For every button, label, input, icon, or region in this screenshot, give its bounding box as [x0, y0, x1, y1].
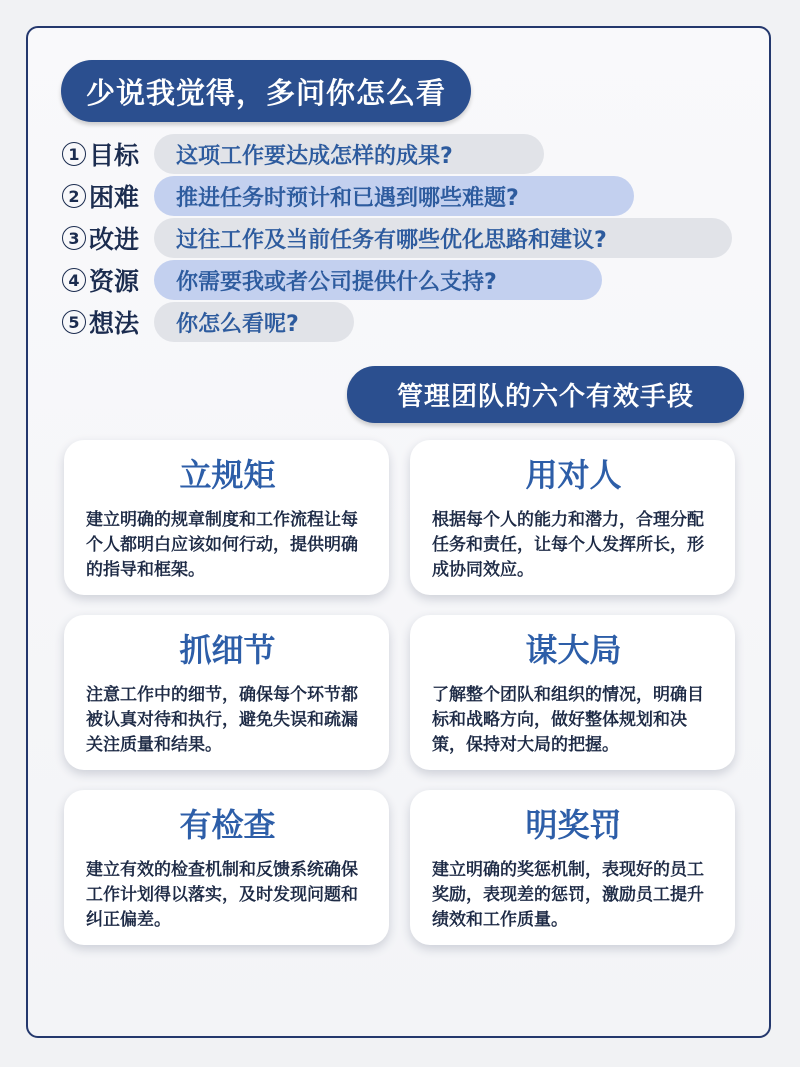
card-title: 明奖罚 — [525, 806, 622, 844]
question-label-text: 想法 — [89, 309, 140, 338]
question-bubble: 这项工作要达成怎样的成果? — [154, 134, 544, 174]
card-body: 根据每个人的能力和潜力，合理分配任务和责任，让每个人发挥所长，形成协同效应。 — [432, 510, 704, 580]
card-body: 建立明确的奖惩机制，表现好的员工奖励，表现差的惩罚，激励员工提升绩效和工作质量。 — [432, 860, 704, 930]
page-title: 少说我觉得，多问你怎么看 — [61, 60, 471, 122]
question-bubble: 过往工作及当前任务有哪些优化思路和建议? — [154, 218, 732, 258]
circled-number: 5 — [62, 310, 86, 334]
question-label — [62, 178, 152, 214]
card-title: 有检查 — [179, 806, 276, 844]
card-body: 了解整个团队和组织的情况，明确目标和战略方向，做好整体规划和决策，保持对大局的把握。 — [432, 685, 704, 755]
circled-number: 4 — [62, 268, 86, 292]
card-title: 抓细节 — [179, 631, 276, 669]
question-row-goal — [62, 134, 544, 174]
circled-number: 2 — [62, 184, 86, 208]
question-bubble: 推进任务时预计和已遇到哪些难题? — [154, 176, 634, 216]
question-label — [62, 262, 152, 298]
question-label — [62, 136, 152, 172]
question-label-text: 资源 — [89, 267, 140, 296]
question-row-difficulty — [62, 176, 634, 216]
question-label — [62, 220, 152, 256]
question-label-text: 困难 — [89, 183, 140, 212]
question-bubble: 你需要我或者公司提供什么支持? — [154, 260, 602, 300]
card-rules — [64, 440, 389, 595]
card-title: 谋大局 — [525, 631, 622, 669]
card-body: 建立有效的检查机制和反馈系统确保工作计划得以落实，及时发现问题和纠正偏差。 — [86, 860, 358, 930]
question-row-improve — [62, 218, 732, 258]
question-row-idea — [62, 302, 354, 342]
question-label-text: 改进 — [89, 225, 140, 254]
card-big-picture — [410, 615, 735, 770]
question-row-resource — [62, 260, 602, 300]
question-bubble: 你怎么看呢? — [154, 302, 354, 342]
question-label-text: 目标 — [89, 141, 140, 170]
card-body: 注意工作中的细节，确保每个环节都被认真对待和执行，避免失误和疏漏关注质量和结果。 — [86, 685, 358, 755]
section-title: 管理团队的六个有效手段 — [347, 366, 744, 423]
card-details — [64, 615, 389, 770]
card-title: 用对人 — [525, 456, 622, 494]
card-people — [410, 440, 735, 595]
card-title: 立规矩 — [179, 456, 276, 494]
question-label — [62, 304, 152, 340]
card-rewards — [410, 790, 735, 945]
circled-number: 1 — [62, 142, 86, 166]
circled-number: 3 — [62, 226, 86, 250]
card-checks — [64, 790, 389, 945]
card-body: 建立明确的规章制度和工作流程让每个人都明白应该如何行动，提供明确的指导和框架。 — [86, 510, 358, 580]
